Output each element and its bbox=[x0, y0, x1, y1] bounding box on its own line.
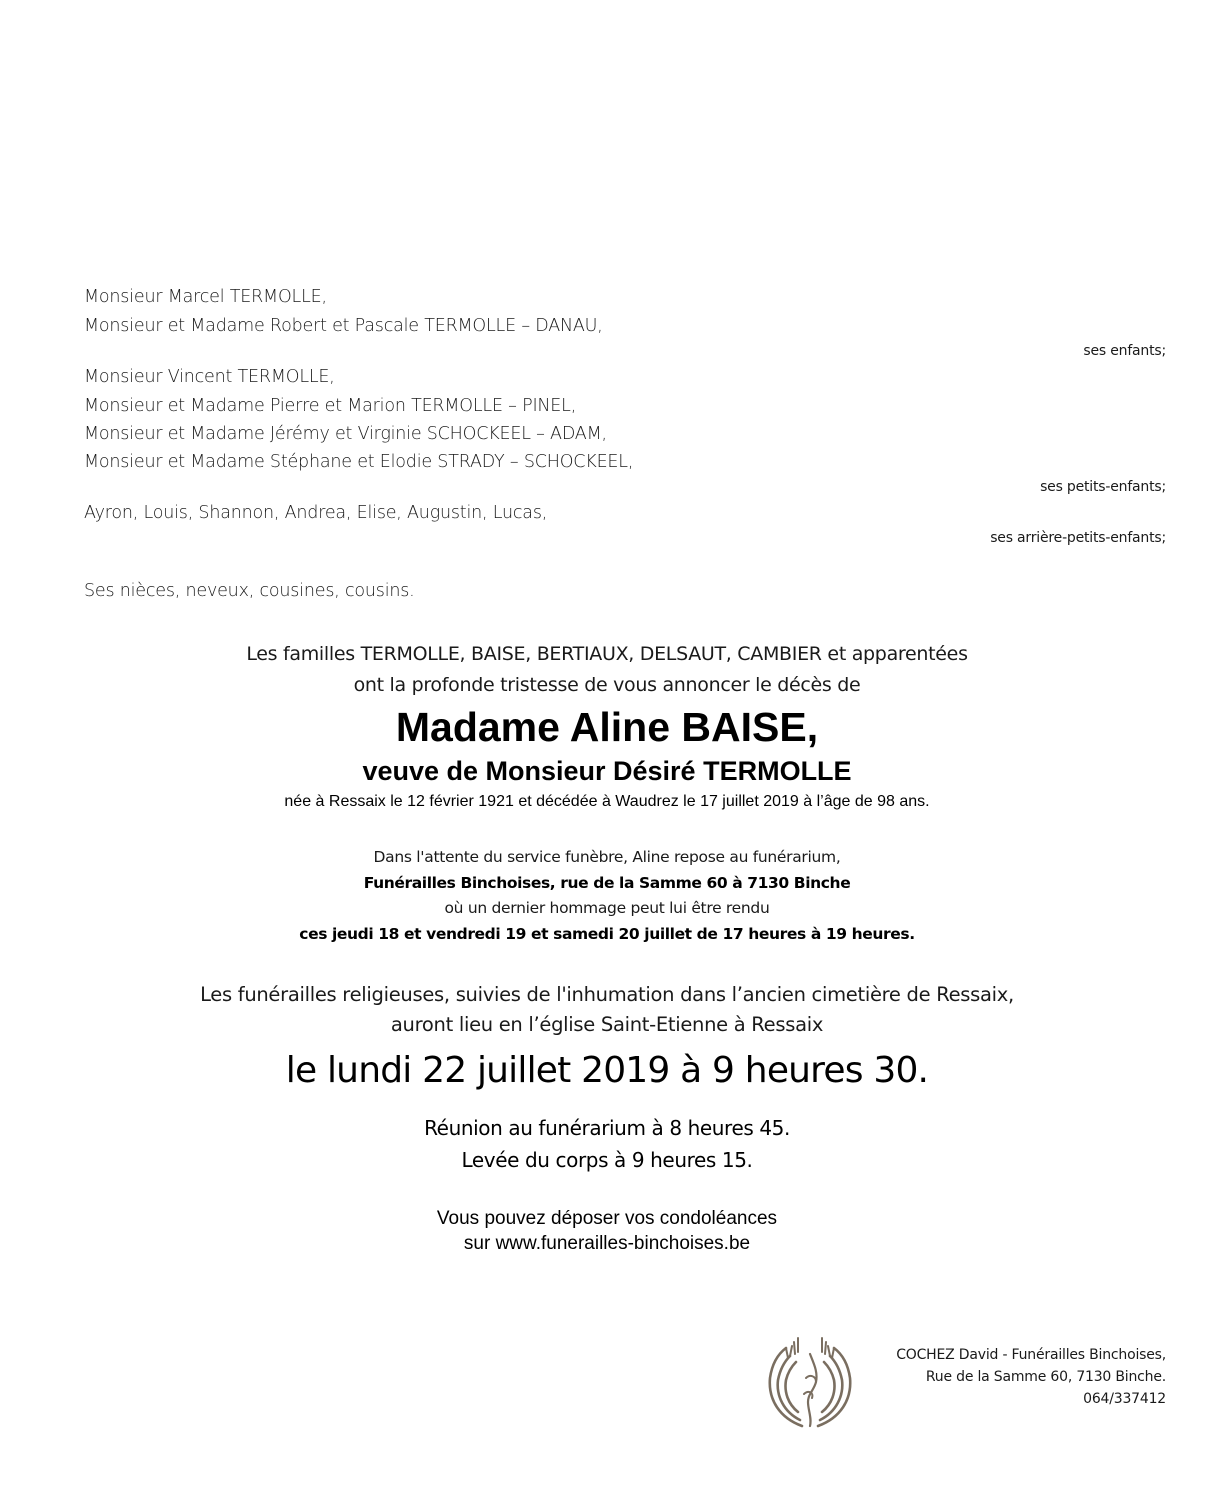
deceased-name: Madame Aline BAISE, bbox=[395, 704, 819, 750]
child-2: Monsieur et Madame Robert et Pascale TERMOLLE – DANAU, bbox=[84, 316, 603, 336]
funeral-departure: Levée du corps à 9 heures 15. bbox=[461, 1148, 753, 1172]
funeral-meeting: Réunion au funérarium à 8 heures 45. bbox=[424, 1116, 790, 1140]
relatives: Ses nièces, neveux, cousines, cousins. bbox=[84, 581, 415, 601]
footer-line-2: Rue de la Samme 60, 7130 Binche. bbox=[925, 1369, 1166, 1385]
phoenix-logo-icon bbox=[762, 1334, 858, 1430]
grandchild-1: Monsieur Vincent TERMOLLE, bbox=[84, 367, 335, 387]
children-role: ses enfants; bbox=[1083, 343, 1166, 359]
funeral-datetime: le lundi 22 juillet 2019 à 9 heures 30. bbox=[285, 1050, 929, 1091]
grandchild-4: Monsieur et Madame Stéphane et Elodie STRADY – SCHOCKEEL, bbox=[84, 452, 634, 472]
visitation-place: Funérailles Binchoises, rue de la Samme 60 à 7130 Binche bbox=[363, 874, 851, 892]
grandchildren-role: ses petits-enfants; bbox=[1040, 479, 1166, 495]
visitation-dates: ces jeudi 18 et vendredi 19 et samedi 20 juillet de 17 heures à 19 heures. bbox=[299, 925, 915, 943]
footer-contact bbox=[896, 1344, 1166, 1410]
footer-phone: 064/337412 bbox=[1083, 1391, 1166, 1407]
birth-death: née à Ressaix le 12 février 1921 et décédée à Waudrez le 17 juillet 2019 à l’âge de 98 ans. bbox=[284, 793, 930, 810]
great-grandchildren-role: ses arrière-petits-enfants; bbox=[990, 530, 1166, 546]
child-1: Monsieur Marcel TERMOLLE, bbox=[84, 287, 327, 307]
funeral-line-2: auront lieu en l’église Saint-Etienne à Ressaix bbox=[390, 1013, 824, 1036]
condolences-line-1: Vous pouvez déposer vos condoléances bbox=[436, 1208, 778, 1229]
grandchild-2: Monsieur et Madame Pierre et Marion TERMOLLE – PINEL, bbox=[84, 396, 577, 416]
footer-line-1: COCHEZ David - Funérailles Binchoises, bbox=[896, 1347, 1166, 1363]
visitation-line-1: Dans l'attente du service funèbre, Aline repose au funérarium, bbox=[373, 848, 841, 866]
grandchild-3: Monsieur et Madame Jérémy et Virginie SCHOCKEEL – ADAM, bbox=[84, 424, 607, 444]
families-line: Les familles TERMOLLE, BAISE, BERTIAUX, DELSAUT, CAMBIER et apparentées bbox=[246, 643, 968, 665]
visitation-line-3: où un dernier hommage peut lui être rendu bbox=[444, 899, 770, 917]
widow-of: veuve de Monsieur Désiré TERMOLLE bbox=[362, 756, 852, 786]
funeral-line-1: Les funérailles religieuses, suivies de l'inhumation dans l’ancien cimetière de Ressaix, bbox=[200, 983, 1014, 1006]
announcement-intro: ont la profonde tristesse de vous annoncer le décès de bbox=[353, 674, 861, 696]
great-grandchildren: Ayron, Louis, Shannon, Andrea, Elise, Augustin, Lucas, bbox=[84, 503, 548, 523]
condolences-line-2: sur www.funerailles-binchoises.be bbox=[463, 1233, 751, 1254]
